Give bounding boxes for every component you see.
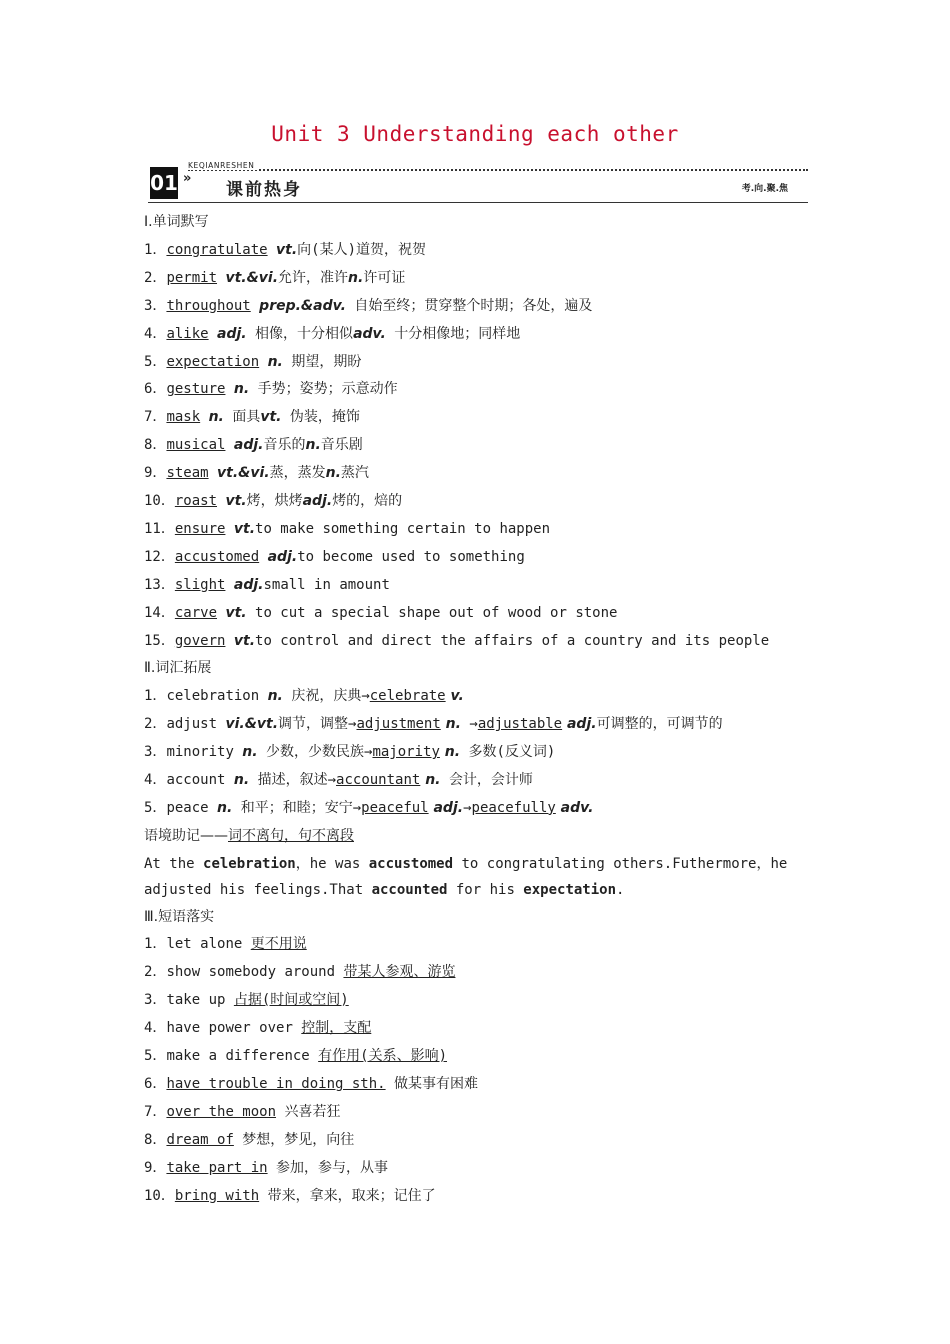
definition: 庆祝，庆典→ xyxy=(282,688,370,705)
item-number: 2． xyxy=(144,964,167,981)
answer-word: alike xyxy=(166,325,209,342)
item-number: 2． xyxy=(144,269,167,286)
part-of-speech: n. xyxy=(440,716,461,733)
banner-number: 01 xyxy=(150,167,178,199)
space xyxy=(225,381,233,397)
banner-rule xyxy=(148,202,808,203)
item-number: 14． xyxy=(144,604,175,621)
item-number: 12． xyxy=(144,548,175,565)
item-number: 1． xyxy=(144,936,167,953)
vocab-item xyxy=(144,547,525,567)
vocab-item xyxy=(144,379,398,399)
vocab-item xyxy=(144,491,402,511)
keyword: accustomed xyxy=(368,855,454,872)
answer-word: adjustment xyxy=(356,716,441,733)
space xyxy=(209,465,217,481)
answer-phrase: take part in xyxy=(166,1159,268,1176)
expansion-item xyxy=(144,686,464,706)
answer-word: adjustable xyxy=(477,716,563,733)
section-heading xyxy=(144,212,209,232)
item-number: 3． xyxy=(144,744,167,761)
meaning: 参加，参与，从事 xyxy=(267,1159,389,1176)
definition: 少数，少数民族→ xyxy=(257,744,373,761)
definition: 手势；姿势；示意动作 xyxy=(249,381,398,398)
phrase-item xyxy=(144,1102,340,1122)
section-heading xyxy=(144,658,211,678)
definition: to cut a special shape out of wood or stone xyxy=(246,604,618,621)
part-of-speech: adj. xyxy=(233,437,264,454)
answer-meaning: 占据(时间或空间) xyxy=(233,992,349,1009)
phrase-item xyxy=(144,1158,388,1178)
vocab-item xyxy=(144,352,361,372)
memory-aid xyxy=(144,826,354,846)
item-number: 7． xyxy=(144,409,167,426)
phrase: show somebody around xyxy=(166,964,344,981)
phrase: let alone xyxy=(166,936,251,953)
item-number: 9． xyxy=(144,1159,167,1176)
part-of-speech: prep.&adv. xyxy=(259,297,346,314)
definition: → xyxy=(460,716,478,733)
definition: 面具 xyxy=(223,409,261,426)
part-of-speech: adv. xyxy=(555,799,594,816)
item-number: 15． xyxy=(144,632,175,649)
section-heading xyxy=(144,907,214,927)
vocab-item xyxy=(144,407,360,427)
base-word: adjust xyxy=(166,716,226,733)
item-number: 3． xyxy=(144,992,167,1009)
definition: → xyxy=(463,799,472,816)
vocab-item xyxy=(144,603,617,623)
definition: 会计，会计师 xyxy=(440,772,533,788)
space xyxy=(225,577,233,593)
part-of-speech: adv. xyxy=(353,325,386,342)
definition: 可调整的，可调节的 xyxy=(596,716,723,733)
answer-phrase: have trouble in doing sth. xyxy=(166,1075,386,1092)
section-heading-text: Ⅱ.词汇拓展 xyxy=(144,660,212,677)
definition: 烤的，焙的 xyxy=(332,493,403,509)
part-of-speech: vt. xyxy=(276,241,298,258)
vocab-item xyxy=(144,296,592,316)
context-paragraph-line xyxy=(144,854,787,874)
item-number: 5． xyxy=(144,353,167,370)
keyword: celebration xyxy=(203,855,296,872)
answer-word: roast xyxy=(174,493,218,509)
definition: 音乐的 xyxy=(263,437,306,454)
item-number: 13． xyxy=(144,576,175,593)
item-number: 1． xyxy=(144,688,167,705)
phrase-item xyxy=(144,1130,354,1150)
space xyxy=(268,242,276,258)
part-of-speech: n. xyxy=(348,269,364,286)
part-of-speech: adj. xyxy=(233,576,264,593)
dotted-rule xyxy=(188,169,808,171)
definition: 蒸，蒸发 xyxy=(269,465,326,482)
section-heading-text: Ⅲ.短语落实 xyxy=(144,908,215,925)
phrase-item xyxy=(144,962,455,982)
part-of-speech: vi.&vt. xyxy=(225,716,279,733)
item-number: 5． xyxy=(144,1048,167,1064)
part-of-speech: v. xyxy=(445,688,464,705)
part-of-speech: vt. xyxy=(225,604,247,621)
item-number: 1． xyxy=(144,241,167,258)
space xyxy=(225,633,233,649)
answer-word: mask xyxy=(166,409,201,426)
phrase: have power over xyxy=(166,1020,302,1037)
part-of-speech: n. xyxy=(208,409,224,426)
part-of-speech: n. xyxy=(267,353,283,370)
vocab-item xyxy=(144,435,363,455)
item-number: 4． xyxy=(144,325,167,342)
definition: small in amount xyxy=(263,576,390,593)
part-of-speech: n. xyxy=(242,744,258,761)
definition: to make something certain to happen xyxy=(255,520,551,537)
definition: 十分相像地；同样地 xyxy=(385,325,521,342)
vocab-item xyxy=(144,631,769,651)
definition: 自始至终；贯穿整个时期；各处，遍及 xyxy=(345,297,593,314)
part-of-speech: n. xyxy=(267,688,283,705)
double-chevron-icon: » xyxy=(183,171,192,186)
text: . xyxy=(616,881,625,898)
vocab-item xyxy=(144,268,405,288)
banner-subtitle: KEQIANRESHEN xyxy=(188,161,257,170)
item-number: 11． xyxy=(144,520,175,537)
definition: 描述，叙述→ xyxy=(249,772,337,788)
answer-meaning: 控制，支配 xyxy=(301,1020,372,1037)
phrase-item xyxy=(144,934,307,954)
item-number: 7． xyxy=(144,1103,167,1120)
answer-word: steam xyxy=(166,465,209,482)
definition: 向(某人)道贺，祝贺 xyxy=(297,241,427,258)
answer-word: govern xyxy=(174,632,226,649)
answer-word: slight xyxy=(174,576,226,593)
answer-word: gesture xyxy=(166,381,226,398)
definition: 多数(反义词) xyxy=(460,744,556,761)
base-word: account xyxy=(166,772,234,788)
phrase-item xyxy=(144,1186,436,1206)
page-title: Unit 3 Understanding each other xyxy=(271,122,679,146)
answer-word: majority xyxy=(372,744,440,761)
space xyxy=(209,326,217,342)
vocab-item xyxy=(144,519,550,539)
part-of-speech: vt.&vi. xyxy=(217,465,270,482)
part-of-speech: vt. xyxy=(225,493,247,509)
answer-meaning: 更不用说 xyxy=(250,936,307,953)
definition: 伪装，掩饰 xyxy=(281,409,360,426)
answer-word: congratulate xyxy=(166,241,268,258)
item-number: 9． xyxy=(144,465,167,482)
base-word: minority xyxy=(166,744,243,761)
answer-word: musical xyxy=(166,437,226,454)
vocab-item xyxy=(144,324,520,344)
definition: 音乐剧 xyxy=(320,437,363,454)
item-number: 4． xyxy=(144,772,167,788)
answer-word: expectation xyxy=(166,353,260,370)
meaning: 兴喜若狂 xyxy=(276,1103,341,1120)
phrase-item xyxy=(144,1018,371,1038)
definition: 烤，烘烤 xyxy=(246,493,303,509)
phrase: take up xyxy=(166,992,234,1009)
item-number: 2． xyxy=(144,716,167,733)
phrase-item xyxy=(144,1046,447,1066)
item-number: 6． xyxy=(144,1075,167,1092)
expansion-item xyxy=(144,742,555,762)
space xyxy=(225,437,233,453)
context-paragraph-line xyxy=(144,880,624,900)
memory-label: 语境助记—— xyxy=(144,827,228,844)
definition: 蒸汽 xyxy=(340,465,369,482)
part-of-speech: vt. xyxy=(233,520,256,537)
answer-meaning: 带某人参观、游览 xyxy=(343,964,456,981)
answer-phrase: over the moon xyxy=(166,1103,277,1120)
answer-meaning: 有作用(关系、影响) xyxy=(318,1048,448,1064)
text: adjusted his feelings.That xyxy=(144,881,372,898)
expansion-item xyxy=(144,770,533,790)
part-of-speech: n. xyxy=(233,381,250,398)
definition: 相像，十分相似 xyxy=(246,325,354,342)
item-number: 10． xyxy=(144,1187,175,1204)
item-number: 8． xyxy=(144,1131,167,1148)
part-of-speech: adj. xyxy=(562,716,597,733)
part-of-speech: adj. xyxy=(302,493,333,509)
part-of-speech: n. xyxy=(439,744,461,761)
definition: to become used to something xyxy=(297,548,525,565)
text: At the xyxy=(144,855,204,872)
meaning: 带来，拿来，取来；记住了 xyxy=(259,1187,436,1204)
item-number: 8． xyxy=(144,437,167,454)
space xyxy=(259,354,267,370)
part-of-speech: n. xyxy=(420,772,441,788)
item-number: 6． xyxy=(144,381,167,398)
answer-word: permit xyxy=(166,269,218,286)
phrase-item xyxy=(144,990,349,1010)
part-of-speech: adj. xyxy=(217,325,247,342)
item-number: 4． xyxy=(144,1020,167,1037)
space xyxy=(259,549,267,565)
base-word: peace xyxy=(166,799,218,816)
part-of-speech: vt.&vi. xyxy=(225,269,279,286)
keyword: expectation xyxy=(523,881,617,898)
answer-word: carve xyxy=(174,604,218,621)
phrase-item xyxy=(144,1074,478,1094)
definition: 许可证 xyxy=(363,269,406,286)
space xyxy=(200,409,208,425)
answer-word: celebrate xyxy=(369,688,446,705)
part-of-speech: vt. xyxy=(233,632,256,649)
part-of-speech: vt. xyxy=(260,409,282,426)
answer-word: peaceful xyxy=(361,799,429,816)
item-number: 10． xyxy=(144,493,175,509)
part-of-speech: adj. xyxy=(428,799,464,816)
memory-answer: 词不离句，句不离段 xyxy=(228,827,354,844)
definition: 允许，准许 xyxy=(278,269,349,286)
answer-word: throughout xyxy=(166,297,251,314)
text: to congratulating others.Futhermore，he xyxy=(453,855,788,872)
vocab-item xyxy=(144,240,426,260)
text: ，he was xyxy=(295,855,369,872)
section-heading-text: Ⅰ.单词默写 xyxy=(144,214,209,230)
space xyxy=(251,298,259,314)
item-number: 3． xyxy=(144,297,167,314)
expansion-item xyxy=(144,798,593,818)
space xyxy=(225,521,233,537)
part-of-speech: n. xyxy=(217,799,233,816)
part-of-speech: n. xyxy=(325,465,341,482)
part-of-speech: n. xyxy=(233,772,250,788)
definition: 期望，期盼 xyxy=(282,353,362,370)
answer-word: peacefully xyxy=(471,799,556,816)
part-of-speech: n. xyxy=(305,437,321,454)
text: for his xyxy=(447,881,524,898)
base-word: celebration xyxy=(166,688,268,705)
expansion-item xyxy=(144,714,723,734)
answer-phrase: bring with xyxy=(174,1187,260,1204)
meaning: 梦想，梦见，向往 xyxy=(233,1131,355,1148)
section-banner xyxy=(148,163,808,203)
answer-phrase: dream of xyxy=(166,1131,234,1148)
definition: to control and direct the affairs of a country and its people xyxy=(255,632,770,649)
phrase: make a difference xyxy=(166,1048,319,1064)
vocab-item xyxy=(144,575,390,595)
answer-word: ensure xyxy=(174,520,226,537)
definition: 调节，调整→ xyxy=(278,716,357,733)
vocab-item xyxy=(144,463,369,483)
banner-heading: 课前热身 xyxy=(226,180,302,200)
item-number: 5． xyxy=(144,799,167,816)
meaning: 做某事有困难 xyxy=(385,1075,479,1092)
banner-right-label: 考.向.聚.焦 xyxy=(741,184,788,194)
part-of-speech: adj. xyxy=(267,548,298,565)
answer-word: accustomed xyxy=(174,548,260,565)
definition: 和平；和睦；安宁→ xyxy=(232,799,362,816)
keyword: accounted xyxy=(371,881,448,898)
answer-word: accountant xyxy=(336,772,421,788)
